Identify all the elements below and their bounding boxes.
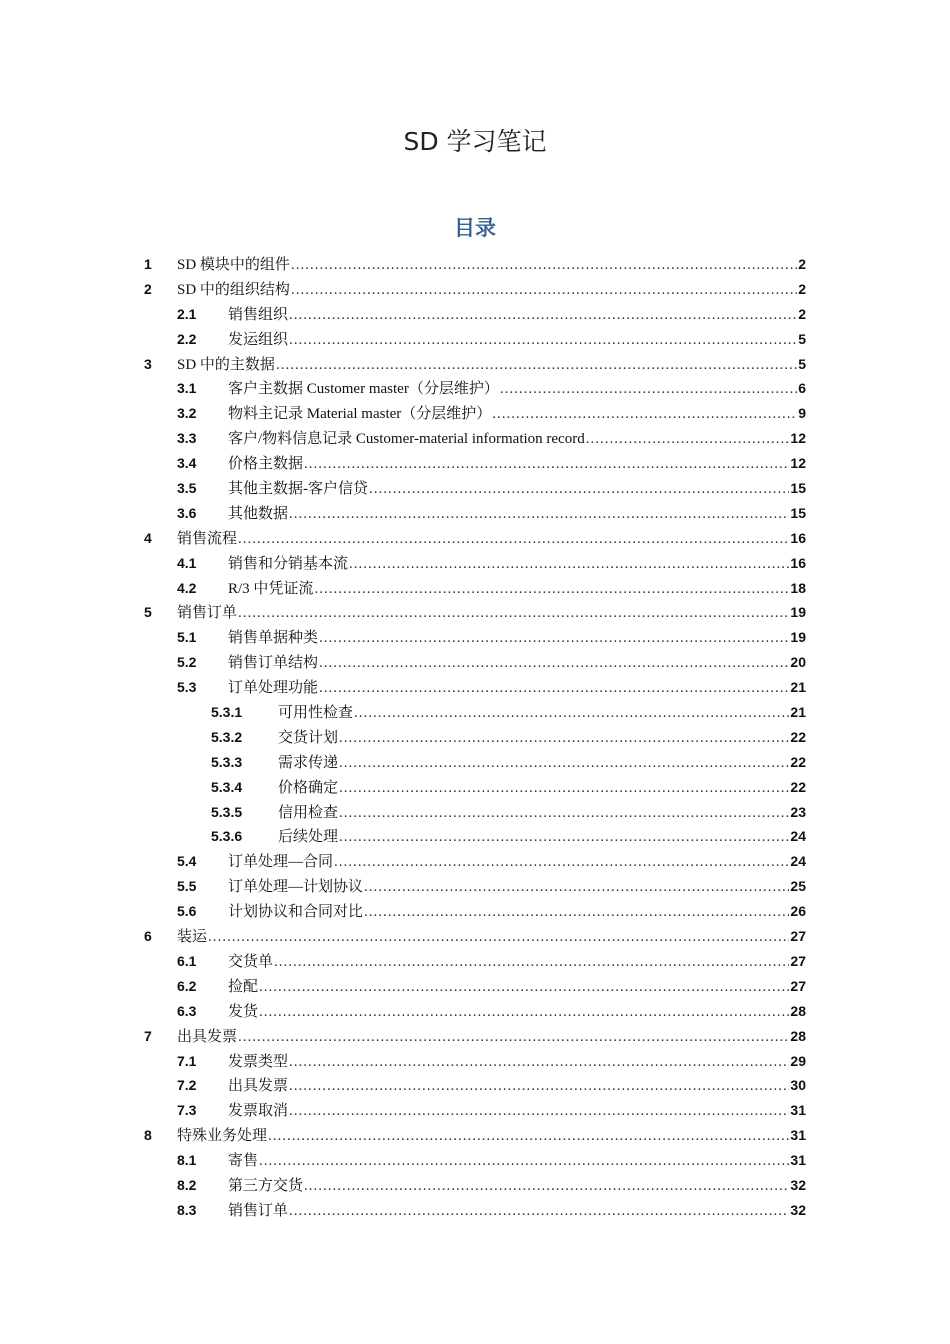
toc-entry-page-number: 21 bbox=[790, 679, 806, 696]
toc-entry-number: 6.2 bbox=[177, 977, 197, 994]
document-title: SD 学习笔记 bbox=[403, 127, 547, 156]
toc-entry-page-number: 25 bbox=[790, 878, 806, 895]
toc-entry-page-number: 31 bbox=[790, 1152, 806, 1169]
toc-entry-body bbox=[228, 576, 806, 602]
toc-entry-page-number: 21 bbox=[790, 704, 806, 721]
toc-entry[interactable] bbox=[0, 1024, 950, 1049]
toc-entry-title[interactable]: 第三方交货 bbox=[228, 1177, 304, 1194]
dot-leader bbox=[319, 626, 789, 651]
dot-leader bbox=[208, 925, 789, 950]
table-of-contents bbox=[0, 252, 950, 1223]
toc-entry-number: 4 bbox=[144, 529, 152, 546]
toc-entry-title[interactable]: 可用性检查 bbox=[278, 705, 354, 722]
toc-entry-body bbox=[228, 675, 806, 701]
toc-entry-title[interactable]: 客户主数据 Customer master（分层维护） bbox=[228, 381, 499, 398]
toc-entry[interactable] bbox=[0, 1098, 950, 1123]
toc-entry-body bbox=[228, 551, 806, 577]
dot-leader bbox=[238, 527, 789, 552]
dot-leader bbox=[289, 1050, 789, 1075]
toc-entry-title[interactable]: 出具发票 bbox=[228, 1078, 289, 1095]
toc-entry-body bbox=[177, 1123, 806, 1149]
toc-entry-title[interactable]: 寄售 bbox=[228, 1153, 259, 1170]
toc-heading: 目录 bbox=[454, 216, 496, 240]
dot-leader bbox=[369, 477, 789, 502]
dot-leader bbox=[276, 353, 797, 378]
toc-entry[interactable] bbox=[0, 376, 950, 401]
toc-entry-body bbox=[228, 625, 806, 651]
toc-entry[interactable] bbox=[0, 600, 950, 625]
toc-entry-title[interactable]: SD 模块中的组件 bbox=[177, 257, 290, 273]
dot-leader bbox=[339, 801, 789, 826]
toc-entry-page-number: 22 bbox=[790, 753, 806, 770]
toc-entry-number: 5.3.5 bbox=[211, 803, 243, 820]
toc-entry-body bbox=[177, 924, 806, 950]
toc-entry-title[interactable]: 发票类型 bbox=[228, 1053, 289, 1070]
toc-entry[interactable] bbox=[0, 824, 950, 849]
toc-entry-title[interactable]: SD 中的主数据 bbox=[177, 356, 275, 373]
toc-entry[interactable] bbox=[0, 650, 950, 675]
toc-entry-page-number: 2 bbox=[798, 256, 806, 272]
toc-entry-page-number: 12 bbox=[790, 430, 806, 447]
dot-leader bbox=[319, 676, 789, 701]
toc-entry-page-number: 28 bbox=[790, 1002, 806, 1019]
toc-entry-page-number: 2 bbox=[798, 280, 806, 297]
toc-entry-body bbox=[228, 302, 806, 328]
toc-entry[interactable] bbox=[0, 476, 950, 501]
toc-entry[interactable] bbox=[0, 526, 950, 551]
toc-entry-number: 6 bbox=[144, 928, 152, 945]
dot-leader bbox=[364, 875, 789, 900]
dot-leader bbox=[492, 402, 797, 427]
toc-entry[interactable] bbox=[0, 999, 950, 1024]
toc-entry[interactable] bbox=[0, 725, 950, 750]
toc-entry-body bbox=[228, 1173, 806, 1199]
toc-entry-page-number: 16 bbox=[790, 529, 806, 546]
toc-entry-title[interactable]: 计划协议和合同对比 bbox=[228, 904, 364, 921]
dot-leader bbox=[319, 651, 789, 676]
toc-entry-body bbox=[177, 526, 806, 552]
toc-entry-body bbox=[228, 974, 806, 1000]
toc-entry[interactable] bbox=[0, 675, 950, 700]
toc-entry[interactable] bbox=[0, 451, 950, 476]
dot-leader bbox=[289, 1074, 789, 1099]
toc-entry[interactable] bbox=[0, 700, 950, 725]
toc-entry-title[interactable]: 销售单据种类 bbox=[228, 630, 319, 647]
toc-entry-title[interactable]: 发票取消 bbox=[228, 1103, 289, 1120]
dot-leader bbox=[289, 303, 797, 328]
dot-leader bbox=[291, 253, 797, 278]
toc-entry[interactable] bbox=[0, 1073, 950, 1098]
toc-entry-title[interactable]: 销售订单 bbox=[177, 605, 238, 622]
toc-entry-title[interactable]: 特殊业务处理 bbox=[177, 1128, 268, 1145]
toc-entry[interactable] bbox=[0, 252, 950, 277]
dot-leader bbox=[274, 950, 789, 975]
toc-entry-page-number: 6 bbox=[798, 380, 806, 397]
toc-entry[interactable] bbox=[0, 974, 950, 999]
toc-entry-number: 3.4 bbox=[177, 455, 197, 472]
toc-entry-page-number: 15 bbox=[790, 504, 806, 521]
toc-entry-number: 5.3.3 bbox=[211, 753, 243, 770]
dot-leader bbox=[339, 825, 789, 850]
toc-entry-page-number: 27 bbox=[790, 977, 806, 994]
toc-entry-body bbox=[228, 401, 806, 427]
toc-entry-title[interactable]: 装运 bbox=[177, 929, 208, 946]
toc-entry[interactable] bbox=[0, 1123, 950, 1148]
toc-entry-body bbox=[278, 824, 806, 850]
toc-entry-page-number: 12 bbox=[790, 455, 806, 472]
toc-entry[interactable] bbox=[0, 750, 950, 775]
toc-entry-number: 7.1 bbox=[177, 1052, 197, 1069]
toc-entry[interactable] bbox=[0, 352, 950, 377]
toc-entry[interactable] bbox=[0, 800, 950, 825]
toc-entry-number: 5.1 bbox=[177, 629, 197, 646]
toc-entry-title[interactable]: 需求传递 bbox=[278, 754, 339, 771]
toc-entry-page-number: 19 bbox=[790, 629, 806, 646]
dot-leader bbox=[349, 552, 789, 577]
toc-entry-number: 6.3 bbox=[177, 1002, 197, 1019]
toc-entry[interactable] bbox=[0, 1173, 950, 1198]
toc-entry-page-number: 24 bbox=[790, 828, 806, 845]
toc-entry[interactable] bbox=[0, 625, 950, 650]
toc-entry[interactable] bbox=[0, 775, 950, 800]
toc-entry-number: 3.3 bbox=[177, 430, 197, 447]
dot-leader bbox=[259, 1000, 789, 1025]
toc-entry-title[interactable]: 物料主记录 Material master（分层维护） bbox=[228, 406, 492, 423]
toc-entry[interactable] bbox=[0, 576, 950, 601]
toc-entry-page-number: 31 bbox=[790, 1102, 806, 1119]
dot-leader bbox=[304, 452, 789, 477]
toc-entry-body bbox=[278, 775, 806, 801]
dot-leader bbox=[364, 900, 789, 925]
toc-entry-body bbox=[228, 1198, 806, 1224]
toc-entry-body bbox=[228, 1049, 806, 1075]
toc-entry-title[interactable]: 发运组织 bbox=[228, 331, 289, 348]
toc-entry-page-number: 20 bbox=[790, 654, 806, 671]
toc-entry-body bbox=[177, 600, 806, 626]
toc-entry-page-number: 32 bbox=[790, 1201, 806, 1218]
toc-entry-number: 7 bbox=[144, 1027, 152, 1044]
toc-entry-number: 2 bbox=[144, 280, 152, 297]
toc-entry-body bbox=[228, 949, 806, 975]
toc-entry-page-number: 15 bbox=[790, 480, 806, 497]
toc-entry-body bbox=[228, 899, 806, 925]
toc-entry-title[interactable]: 捡配 bbox=[228, 978, 259, 995]
dot-leader bbox=[268, 1124, 789, 1149]
toc-entry-page-number: 5 bbox=[798, 330, 806, 347]
toc-entry-page-number: 27 bbox=[790, 952, 806, 969]
toc-entry-number: 3 bbox=[144, 355, 152, 372]
toc-entry-page-number: 2 bbox=[798, 305, 806, 322]
dot-leader bbox=[259, 975, 789, 1000]
toc-entry-body bbox=[228, 1098, 806, 1124]
dot-leader bbox=[339, 726, 789, 751]
dot-leader bbox=[238, 601, 789, 626]
toc-entry-page-number: 19 bbox=[790, 604, 806, 621]
toc-entry-page-number: 18 bbox=[790, 579, 806, 596]
dot-leader bbox=[238, 1025, 789, 1050]
toc-entry-body bbox=[278, 700, 806, 726]
dot-leader bbox=[354, 701, 789, 726]
toc-entry-number: 3.2 bbox=[177, 405, 197, 422]
toc-entry-page-number: 30 bbox=[790, 1077, 806, 1094]
dot-leader bbox=[289, 502, 789, 527]
toc-entry-number: 5.2 bbox=[177, 654, 197, 671]
toc-entry-number: 1 bbox=[144, 256, 152, 272]
toc-entry[interactable] bbox=[0, 849, 950, 874]
dot-leader bbox=[500, 377, 797, 402]
toc-entry-number: 5 bbox=[144, 604, 152, 621]
toc-entry-number: 2.1 bbox=[177, 305, 197, 322]
toc-entry-title[interactable]: 销售组织 bbox=[228, 306, 289, 323]
toc-entry-number: 8 bbox=[144, 1127, 152, 1144]
toc-entry-body bbox=[228, 1148, 806, 1174]
toc-entry-number: 3.5 bbox=[177, 480, 197, 497]
toc-entry-number: 5.3.2 bbox=[211, 728, 243, 745]
toc-entry[interactable] bbox=[0, 1049, 950, 1074]
toc-entry-title[interactable]: 其他数据 bbox=[228, 505, 289, 522]
toc-entry-number: 5.3.6 bbox=[211, 828, 243, 845]
toc-entry[interactable] bbox=[0, 501, 950, 526]
toc-entry-number: 3.6 bbox=[177, 504, 197, 521]
toc-entry-title[interactable]: 信用检查 bbox=[278, 804, 339, 821]
dot-leader bbox=[291, 278, 797, 303]
dot-leader bbox=[289, 328, 797, 353]
toc-entry-page-number: 23 bbox=[790, 803, 806, 820]
toc-entry-title[interactable]: 价格主数据 bbox=[228, 456, 304, 473]
toc-entry-title[interactable]: 订单处理—合同 bbox=[228, 854, 334, 871]
toc-entry[interactable] bbox=[0, 426, 950, 451]
toc-entry-page-number: 22 bbox=[790, 728, 806, 745]
toc-entry-number: 5.4 bbox=[177, 853, 197, 870]
toc-entry-title[interactable]: 销售订单结构 bbox=[228, 655, 319, 672]
toc-entry-page-number: 31 bbox=[790, 1127, 806, 1144]
toc-entry-body bbox=[228, 874, 806, 900]
toc-entry-title[interactable]: 销售流程 bbox=[177, 530, 238, 547]
toc-entry-title[interactable]: SD 中的组织结构 bbox=[177, 281, 290, 298]
toc-entry-number: 4.1 bbox=[177, 554, 197, 571]
toc-entry-title[interactable]: 客户/物料信息记录 Customer-material information record bbox=[228, 431, 585, 448]
toc-entry-title[interactable]: 订单处理功能 bbox=[228, 680, 319, 697]
toc-entry[interactable] bbox=[0, 899, 950, 924]
toc-entry-number: 5.5 bbox=[177, 878, 197, 895]
toc-entry-body bbox=[278, 800, 806, 826]
toc-entry-title[interactable]: 出具发票 bbox=[177, 1028, 238, 1045]
toc-entry[interactable] bbox=[0, 401, 950, 426]
toc-entry-number: 5.3.4 bbox=[211, 778, 243, 795]
toc-entry-title[interactable]: 销售和分销基本流 bbox=[228, 555, 349, 572]
toc-entry-title[interactable]: 后续处理 bbox=[278, 829, 339, 846]
toc-entry-body bbox=[228, 849, 806, 875]
toc-entry[interactable] bbox=[0, 924, 950, 949]
dot-leader bbox=[314, 577, 789, 602]
toc-entry-title[interactable]: 发货 bbox=[228, 1003, 259, 1020]
toc-entry-title[interactable]: 销售订单 bbox=[228, 1202, 289, 1219]
toc-entry-body bbox=[228, 650, 806, 676]
toc-entry-body bbox=[228, 376, 806, 402]
toc-entry-body bbox=[228, 1073, 806, 1099]
dot-leader bbox=[289, 1199, 789, 1224]
dot-leader bbox=[304, 1174, 789, 1199]
dot-leader bbox=[339, 751, 789, 776]
toc-entry-body bbox=[228, 327, 806, 353]
toc-entry-body bbox=[278, 725, 806, 751]
toc-entry-title[interactable]: 交货计划 bbox=[278, 729, 339, 746]
toc-entry-title[interactable]: 价格确定 bbox=[278, 779, 339, 796]
toc-entry-page-number: 22 bbox=[790, 778, 806, 795]
toc-entry-number: 5.6 bbox=[177, 903, 197, 920]
toc-entry[interactable] bbox=[0, 874, 950, 899]
toc-entry-page-number: 16 bbox=[790, 554, 806, 571]
toc-entry[interactable] bbox=[0, 1148, 950, 1173]
toc-entry-number: 8.1 bbox=[177, 1152, 197, 1169]
toc-entry-number: 7.3 bbox=[177, 1102, 197, 1119]
toc-entry-page-number: 24 bbox=[790, 853, 806, 870]
toc-entry-body bbox=[177, 277, 806, 303]
toc-entry-title[interactable]: 交货单 bbox=[228, 953, 274, 970]
toc-entry-title[interactable]: R/3 中凭证流 bbox=[228, 580, 314, 597]
toc-entry-number: 2.2 bbox=[177, 330, 197, 347]
toc-entry[interactable] bbox=[0, 949, 950, 974]
dot-leader bbox=[339, 776, 789, 801]
toc-entry-number: 8.3 bbox=[177, 1201, 197, 1218]
toc-entry-page-number: 32 bbox=[790, 1176, 806, 1193]
toc-entry-body bbox=[228, 476, 806, 502]
toc-entry-page-number: 28 bbox=[790, 1027, 806, 1044]
toc-entry-body bbox=[177, 1024, 806, 1050]
toc-entry-body bbox=[177, 252, 806, 278]
toc-entry-title[interactable]: 订单处理—计划协议 bbox=[228, 879, 364, 896]
toc-entry-page-number: 27 bbox=[790, 928, 806, 945]
toc-entry-page-number: 26 bbox=[790, 903, 806, 920]
toc-entry-body bbox=[228, 451, 806, 477]
toc-entry-title[interactable]: 其他主数据-客户信贷 bbox=[228, 481, 368, 498]
toc-entry[interactable] bbox=[0, 327, 950, 352]
toc-entry-body bbox=[177, 352, 806, 378]
toc-entry[interactable] bbox=[0, 1198, 950, 1223]
toc-entry-number: 5.3.1 bbox=[211, 704, 243, 721]
toc-entry-number: 5.3 bbox=[177, 679, 197, 696]
dot-leader bbox=[259, 1149, 789, 1174]
toc-entry-body bbox=[228, 426, 806, 452]
toc-entry-body bbox=[228, 501, 806, 527]
toc-entry-number: 6.1 bbox=[177, 952, 197, 969]
dot-leader bbox=[586, 427, 790, 452]
toc-entry-number: 7.2 bbox=[177, 1077, 197, 1094]
toc-entry-number: 8.2 bbox=[177, 1176, 197, 1193]
toc-entry-page-number: 29 bbox=[790, 1052, 806, 1069]
toc-entry-number: 3.1 bbox=[177, 380, 197, 397]
toc-entry-page-number: 9 bbox=[798, 405, 806, 422]
toc-entry[interactable] bbox=[0, 551, 950, 576]
toc-entry[interactable] bbox=[0, 302, 950, 327]
toc-entry-number: 4.2 bbox=[177, 579, 197, 596]
toc-entry[interactable] bbox=[0, 277, 950, 302]
dot-leader bbox=[289, 1099, 789, 1124]
toc-entry-page-number: 5 bbox=[798, 355, 806, 372]
toc-entry-body bbox=[228, 999, 806, 1025]
toc-entry-body bbox=[278, 750, 806, 776]
dot-leader bbox=[334, 850, 789, 875]
